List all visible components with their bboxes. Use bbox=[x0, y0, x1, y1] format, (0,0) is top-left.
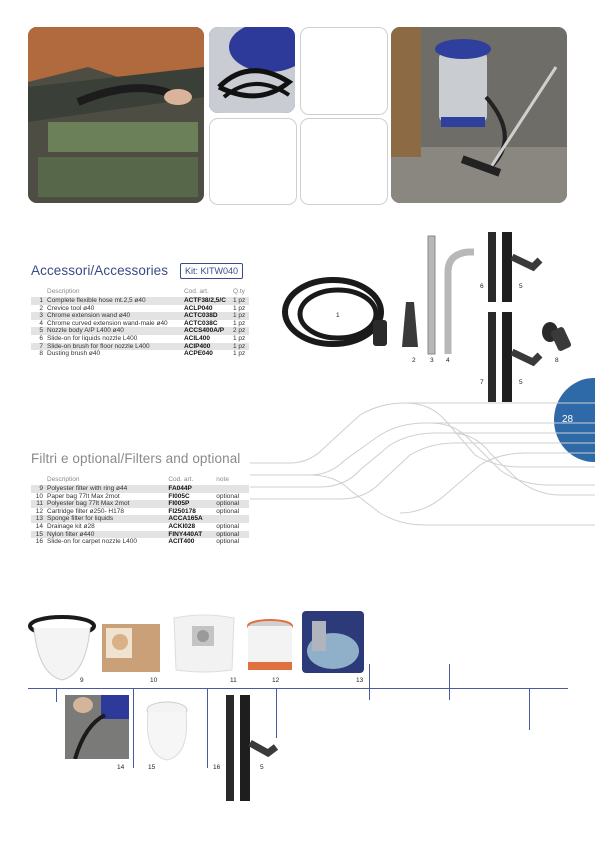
item-qty: 1 pz bbox=[233, 312, 249, 320]
item-note bbox=[216, 485, 249, 493]
table-row bbox=[31, 508, 249, 516]
item-qty: 1 pz bbox=[233, 297, 249, 305]
carpet-nozzle-image bbox=[222, 695, 282, 801]
item-description: Chrome extension wand ø40 bbox=[47, 312, 184, 320]
table-row bbox=[31, 327, 249, 335]
item-number: 3 bbox=[31, 312, 47, 320]
item-note: optional bbox=[216, 538, 240, 546]
accessory-label: 8 bbox=[555, 357, 559, 364]
item-note: optional bbox=[216, 507, 240, 515]
tick-mark bbox=[56, 688, 57, 702]
item-description: Slide-on brush for floor nozzle L400 bbox=[47, 343, 184, 351]
item-code: ACLP040 bbox=[183, 304, 213, 312]
item-code: ACCA165A bbox=[168, 515, 216, 523]
table-row bbox=[31, 531, 249, 539]
col-description: Description bbox=[47, 288, 80, 295]
item-number: 16 bbox=[35, 538, 43, 546]
nylon-filter-image bbox=[142, 700, 192, 762]
item-qty: 1 pz bbox=[233, 334, 246, 342]
accessory-label: 4 bbox=[446, 357, 450, 364]
table-row bbox=[31, 500, 249, 508]
item-description: Nozzle body A/P L400 ø40 bbox=[47, 327, 184, 335]
vacuum-cleaner-photo bbox=[391, 27, 567, 203]
table-row bbox=[31, 335, 249, 343]
filters-title: Filtri e optional/Filters and optional bbox=[31, 451, 241, 466]
item-number: 7 bbox=[31, 343, 47, 351]
item-code: FI005C bbox=[168, 492, 190, 500]
accessory-label: 3 bbox=[430, 357, 434, 364]
filter-label: 14 bbox=[117, 764, 125, 771]
col-note: note bbox=[216, 476, 229, 483]
page-number: 28 bbox=[562, 414, 574, 425]
item-number: 10 bbox=[35, 492, 43, 500]
filters-table bbox=[31, 475, 249, 546]
workshop-photo bbox=[28, 27, 204, 203]
item-code: FI005P bbox=[168, 500, 216, 508]
accessory-label: 5 bbox=[519, 283, 523, 290]
filter-label: 16 bbox=[213, 764, 221, 771]
kit-code-badge: Kit: KITW040 bbox=[180, 263, 243, 279]
item-number: 8 bbox=[39, 350, 43, 358]
item-description: Crevice tool ø40 bbox=[47, 304, 95, 312]
table-row bbox=[31, 343, 249, 351]
filter-label: 15 bbox=[148, 764, 156, 771]
accessories-title: Accessori/Accessories bbox=[31, 263, 169, 278]
tick-mark bbox=[207, 688, 208, 768]
accessories-illustration bbox=[278, 232, 578, 412]
item-description: Sponge filter for liquids bbox=[47, 515, 168, 523]
item-number: 13 bbox=[31, 515, 47, 523]
item-number: 5 bbox=[31, 327, 47, 335]
item-number: 15 bbox=[31, 531, 47, 539]
item-code: FA044P bbox=[168, 485, 216, 493]
item-note bbox=[216, 515, 249, 523]
filter-label: 13 bbox=[356, 677, 364, 684]
timeline-rule bbox=[28, 688, 568, 689]
table-row bbox=[31, 312, 249, 320]
item-qty: 1 pz bbox=[233, 304, 246, 312]
item-number: 6 bbox=[39, 334, 43, 342]
table-row bbox=[31, 320, 249, 328]
table-row bbox=[31, 493, 249, 501]
item-note: optional bbox=[216, 500, 249, 508]
item-description: Dusting brush ø40 bbox=[47, 350, 101, 358]
accessory-label: 7 bbox=[480, 379, 484, 386]
item-number: 12 bbox=[35, 507, 43, 515]
item-number: 1 bbox=[31, 297, 47, 305]
item-description: Polyester filter with ring ø44 bbox=[47, 485, 168, 493]
table-row bbox=[31, 305, 249, 313]
filter-label: 9 bbox=[80, 677, 84, 684]
item-qty: 1 pz bbox=[233, 319, 246, 327]
accessory-label: 2 bbox=[412, 357, 416, 364]
accessories-table bbox=[31, 287, 249, 358]
paper-bag-image bbox=[100, 620, 162, 676]
item-code: ACCS400A/P bbox=[184, 327, 233, 335]
item-description: Cartridge filter ø250- H178 bbox=[47, 507, 124, 515]
item-description: Chrome curved extension wand-male ø40 bbox=[47, 319, 168, 327]
item-code: ACKI028 bbox=[168, 522, 196, 530]
item-qty: 2 pz bbox=[233, 327, 249, 335]
empty-frame-3 bbox=[300, 118, 388, 205]
table-row bbox=[31, 515, 249, 523]
table-row bbox=[31, 523, 249, 531]
item-number: 2 bbox=[39, 304, 43, 312]
item-code: ACTC038C bbox=[183, 319, 218, 327]
col-code: Cod. art. bbox=[168, 476, 194, 483]
item-number: 11 bbox=[31, 500, 47, 508]
polyester-filter-image bbox=[28, 614, 96, 684]
item-description: Drainage kit ø28 bbox=[47, 522, 95, 530]
drainage-kit-image bbox=[65, 695, 129, 759]
item-description: Nylon filter ø440 bbox=[47, 531, 168, 539]
col-description: Description bbox=[47, 476, 80, 483]
item-description: Complete flexible hose mt.2,5 ø40 bbox=[47, 297, 184, 305]
empty-frame-1 bbox=[300, 27, 388, 115]
table-row bbox=[31, 350, 249, 358]
table-row bbox=[31, 538, 249, 546]
filter-label: 5 bbox=[260, 764, 264, 771]
item-code: ACIL400 bbox=[183, 334, 210, 342]
accessory-label: 1 bbox=[336, 312, 340, 319]
item-code: ACIT400 bbox=[168, 538, 195, 546]
item-number: 9 bbox=[31, 485, 47, 493]
filter-label: 10 bbox=[150, 677, 158, 684]
tick-mark bbox=[133, 688, 134, 768]
table-row bbox=[31, 485, 249, 493]
polyester-bag-image bbox=[170, 612, 238, 674]
item-code: ACTF38/2,5/C bbox=[184, 297, 233, 305]
item-description: Slide-on for carpet nozzle L400 bbox=[47, 538, 137, 546]
tick-mark bbox=[369, 664, 370, 700]
empty-frame-2 bbox=[209, 118, 297, 205]
accessory-label: 6 bbox=[480, 283, 484, 290]
item-code: ACTC038D bbox=[184, 312, 233, 320]
item-description: Slide-on for liquids nozzle L400 bbox=[47, 334, 138, 342]
filter-label: 12 bbox=[272, 677, 280, 684]
item-description: Polyester bag 77lt Max 2mot bbox=[47, 500, 168, 508]
item-code: FI250178 bbox=[168, 507, 196, 515]
item-number: 4 bbox=[39, 319, 43, 327]
table-row bbox=[31, 297, 249, 305]
item-number: 14 bbox=[35, 522, 43, 530]
item-description: Paper bag 77lt Max 2mot bbox=[47, 492, 120, 500]
decorative-lines bbox=[250, 395, 595, 530]
tick-mark bbox=[529, 688, 530, 730]
col-code: Cod. art. bbox=[183, 288, 209, 295]
cartridge-filter-image bbox=[246, 618, 294, 674]
item-note: optional bbox=[216, 522, 240, 530]
item-note: optional bbox=[216, 492, 240, 500]
accessory-label: 5 bbox=[519, 379, 523, 386]
item-qty: 1 pz bbox=[233, 343, 249, 351]
col-qty: Q.ty bbox=[233, 288, 245, 295]
item-note: optional bbox=[216, 531, 249, 539]
vacuum-closeup-photo bbox=[209, 27, 295, 113]
item-code: FINY440AT bbox=[168, 531, 216, 539]
tick-mark bbox=[449, 664, 450, 700]
sponge-filter-image bbox=[302, 611, 364, 673]
filter-label: 11 bbox=[230, 677, 237, 684]
item-code: ACPE040 bbox=[183, 350, 213, 358]
item-code: ACIP400 bbox=[184, 343, 233, 351]
item-qty: 1 pz bbox=[233, 350, 246, 358]
